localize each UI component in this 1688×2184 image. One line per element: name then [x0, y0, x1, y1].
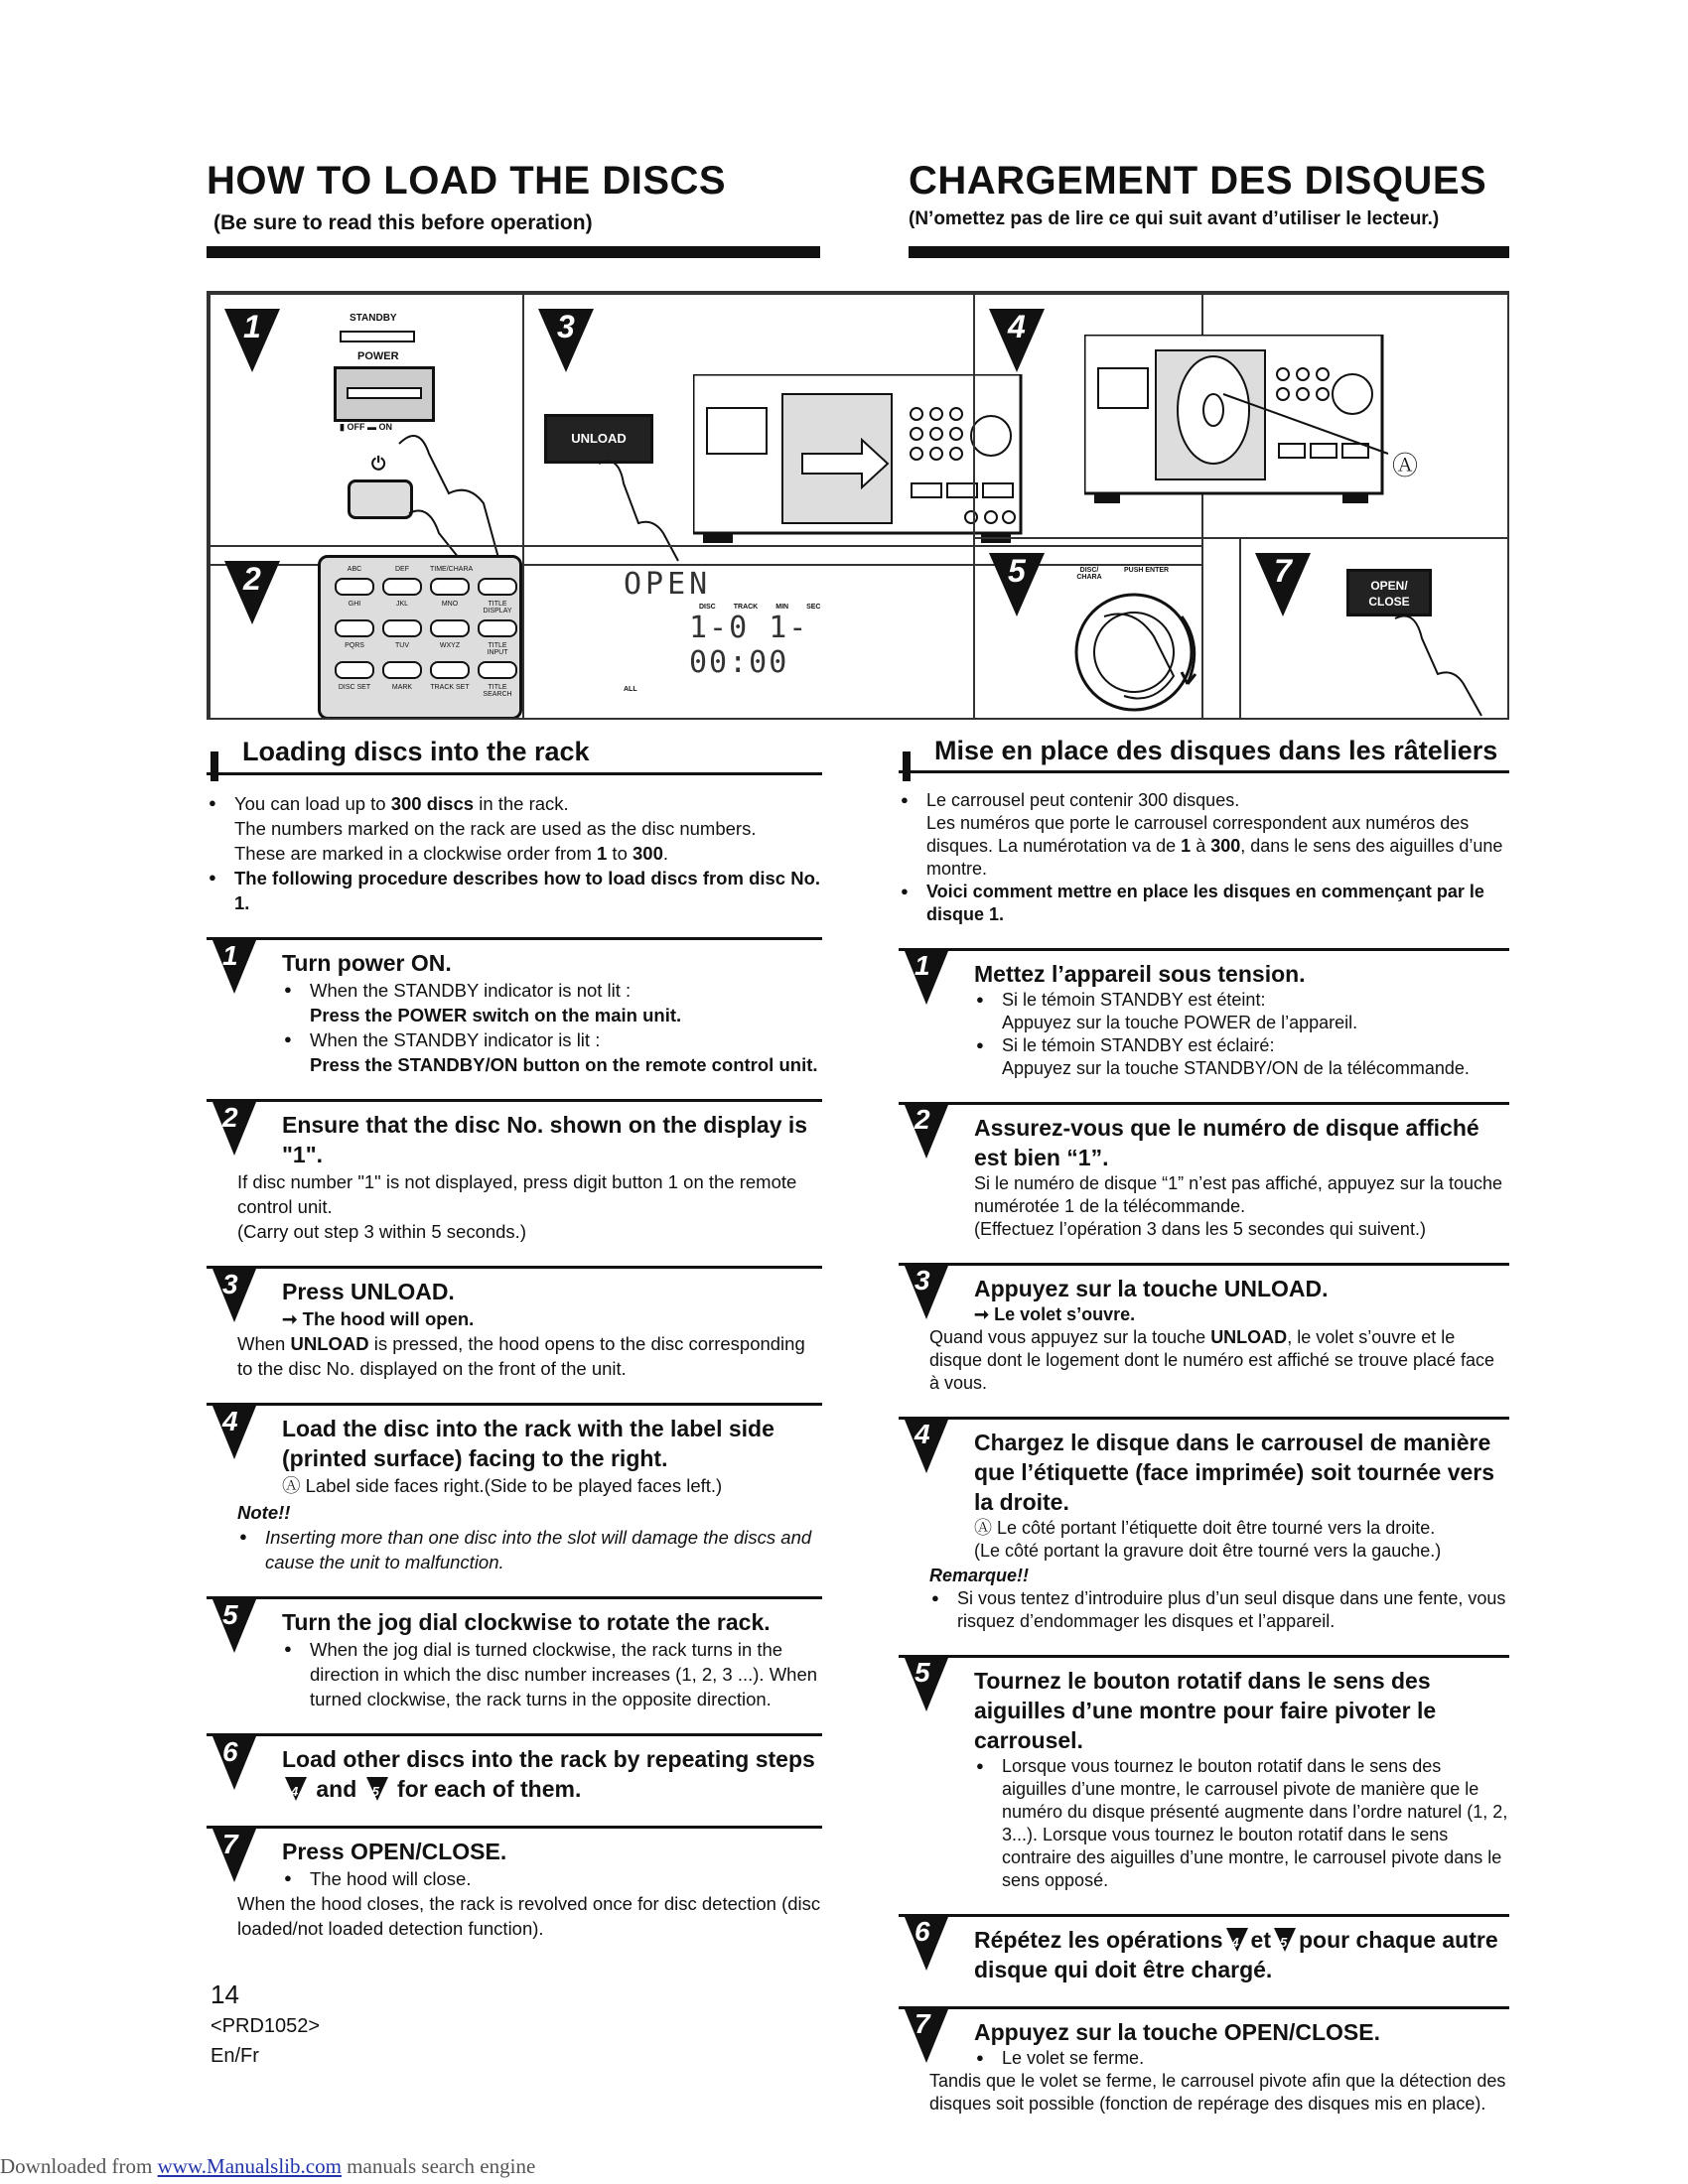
intro-item: ● You can load up to 300 discs in the rack. — [207, 791, 822, 816]
title-rule-fr — [909, 246, 1509, 258]
panel-step-7: 7 OPEN/ CLOSE — [1239, 537, 1509, 720]
step-5-ref-icon: 5 — [366, 1777, 388, 1801]
lcd-display: OPEN DISC TRACK MIN SEC 1-0 1-00:00 ALL — [624, 567, 821, 693]
hand-press-icon — [1390, 609, 1499, 718]
language-code: En/Fr — [211, 2045, 259, 2067]
page-subtitle-en: (Be sure to read this before operation) — [213, 211, 593, 234]
unload-button: UNLOAD — [544, 414, 653, 464]
page-title-en: HOW TO LOAD THE DISCS — [207, 159, 727, 203]
step-4-ref-icon: 4 — [1226, 1928, 1248, 1952]
page-title-fr: CHARGEMENT DES DISQUES — [909, 159, 1487, 203]
french-column — [899, 736, 1509, 2116]
page-subtitle-fr: (N’omettez pas de lire ce qui suit avant d’utiliser le lecteur.) — [909, 208, 1440, 229]
intro-item: ● Voici comment mettre en place les disques en commençant par le disque 1. — [899, 881, 1509, 926]
step-4-fr: 4 Chargez le disque dans le carrousel de manière que l’étiquette (face imprimée) soit tournée vers la droite. Ⓐ Le côté portant l’étiquette doit être tourné vers la droite. (Le côté portant la gravure doit être tourné vers la gauche.) Remarque!! ● Si vous tentez d’introduire plus d’un seul disque dans une fente, vous risquez d’endommager les disques et l’appareil. — [899, 1417, 1509, 1633]
intro-item: ● Le carrousel peut contenir 300 disques. — [899, 789, 1509, 812]
loading-illustration — [207, 291, 1509, 720]
title-rule-en — [207, 246, 820, 258]
standby-on-icon: ⏻ — [371, 454, 386, 474]
standby-indicator — [340, 331, 415, 342]
step-4-ref-icon: 4 — [285, 1777, 307, 1801]
intro-item: ● The following procedure describes how to load discs from disc No. 1. — [207, 866, 822, 915]
step-1-en: 1 Turn power ON. ● When the STANDBY indicator is not lit : Press the POWER switch on the main unit. ● When the STANDBY indicator is lit : Press the STANDBY/ON button on the remote control unit. — [207, 937, 822, 1077]
step-6-fr: 6 Répétez les opérations 4 et 5 pour chaque autre disque qui doit être chargé. — [899, 1914, 1509, 1984]
section-title-fr: Mise en place des disques dans les râteliers — [899, 740, 1509, 773]
english-column — [207, 737, 822, 1941]
intro-item: The numbers marked on the rack are used as the disc numbers. — [234, 818, 757, 839]
step-3-fr: 3 Appuyez sur la touche UNLOAD. ➞ Le volet s’ouvre. Quand vous appuyez sur la touche UNLOAD, le volet s’ouvre et le disque dont le logement dont le numéro est affiché se trouve placé face à vous. — [899, 1263, 1509, 1395]
power-label: POWER — [357, 350, 399, 362]
marker-a-label: Ⓐ — [1392, 451, 1419, 480]
intro-item: Les numéros que porte le carrousel correspondent aux numéros des disques. La numérotation va de 1 à 300, dans le sens des aiguilles d’une montre. — [926, 813, 1503, 879]
open-close-button: OPEN/ CLOSE — [1346, 569, 1432, 616]
remote-control: ABC DEF TIME/CHARA GHI JKL MNO TITLE DISPLAY PQRS TUV WXYZ TITLE INPUT DISC SET MARK TRACK SET TITLE SEARCH — [318, 555, 522, 720]
step-2-fr: 2 Assurez-vous que le numéro de disque affiché est bien “1”. Si le numéro de disque “1” n’est pas affiché, appuyez sur la touche numérotée 1 de la télécommande. (Effectuez l’opération 3 dans les 5 secondes qui suivent.) — [899, 1102, 1509, 1241]
step-5-ref-icon: 5 — [1274, 1928, 1296, 1952]
panel-step-4: 4 Ⓐ — [973, 293, 1509, 539]
hand-press-icon — [389, 384, 508, 563]
jog-dial-icon — [1064, 587, 1223, 716]
panel-step-2: 2 ABC DEF TIME/CHARA GHI JKL MNO TITLE DISPLAY PQRS TUV WXYZ TITLE INPUT DISC SET MARK TRACK SET TITLE SEARCH — [209, 545, 524, 720]
page-number: 14 — [211, 1979, 239, 2009]
download-note: Downloaded from www.Manualslib.com manuals search engine — [0, 2154, 536, 2178]
panel-step-5: 5 DISC/ CHARA PUSH ENTER — [973, 537, 1241, 720]
step-3-en: 3 Press UNLOAD. ➞ The hood will open. When UNLOAD is pressed, the hood opens to the disc corresponding to the disc No. displayed on the front of the unit. — [207, 1266, 822, 1381]
step-2-en: 2 Ensure that the disc No. shown on the display is "1". If disc number "1" is not displayed, press digit button 1 on the remote control unit. (Carry out step 3 within 5 seconds.) — [207, 1099, 822, 1244]
disc-chara-label: DISC/ CHARA — [1076, 567, 1102, 581]
standby-label: STANDBY — [350, 313, 397, 324]
step-7-en: 7 Press OPEN/CLOSE. ● The hood will close. When the hood closes, the rack is revolved once for disc detection (disc loaded/not loaded detection function). — [207, 1826, 822, 1941]
step-5-en: 5 Turn the jog dial clockwise to rotate the rack. ● When the jog dial is turned clockwise, the rack turns in the direction in which the disc number increases (1, 2, 3 ...). When turned clockwise, the rack turns in the opposite direction. — [207, 1596, 822, 1711]
intro-item: These are marked in a clockwise order from 1 to 300. — [234, 843, 669, 864]
step-7-fr: 7 Appuyez sur la touche OPEN/CLOSE. ● Le volet se ferme. Tandis que le volet se ferme, le carrousel pivote afin que la détection des disques soit possible (fonction de repérage des disques mis en place). — [899, 2006, 1509, 2116]
manualslib-link[interactable]: www.Manualslib.com — [157, 2154, 342, 2178]
panel-step-3: 3 UNLOAD — [522, 293, 1203, 566]
doc-code: <PRD1052> — [211, 2015, 321, 2037]
panel-step-1: 1 STANDBY POWER ▮ OFF ▬ ON ⏻ — [209, 293, 524, 566]
offon-label: ▮ OFF ▬ ON — [340, 422, 392, 432]
step-4-en: 4 Load the disc into the rack with the label side (printed surface) facing to the right. Ⓐ Label side faces right.(Side to be played faces left.) Note!! ● Inserting more than one disc into the slot will damage the discs and cause the unit to malfunction. — [207, 1403, 822, 1574]
step-6-en: 6 Load other discs into the rack by repeating steps 4 and 5 for each of them. — [207, 1733, 822, 1804]
push-enter-label: PUSH ENTER — [1124, 567, 1170, 574]
step-5-fr: 5 Tournez le bouton rotatif dans le sens des aiguilles d’une montre pour faire pivoter le carrousel. ● Lorsque vous tournez le bouton rotatif dans le sens des aiguilles d’une montre, le carrousel pivote de manière que le numéro du disque présenté augmente dans l’ordre naturel (1, 2, 3...). Lorsque vous tournez le bouton rotatif dans le sens contraire des aiguilles d’une montre, le carrousel pivote dans le sens opposé. — [899, 1655, 1509, 1892]
cd-changer-disc-loading — [1084, 335, 1412, 523]
step-1-fr: 1 Mettez l’appareil sous tension. ● Si le témoin STANDBY est éteint: Appuyez sur la touche POWER de l’appareil. ● Si le témoin STANDBY est éclairé: Appuyez sur la touche STANDBY/ON de la télécommande. — [899, 948, 1509, 1080]
section-title-en: Loading discs into the rack — [207, 740, 822, 775]
